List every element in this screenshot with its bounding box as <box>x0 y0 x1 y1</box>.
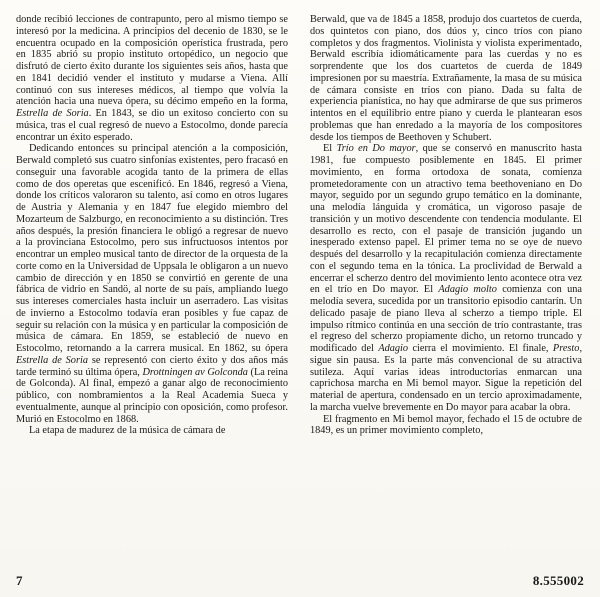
right-column <box>310 14 582 559</box>
paragraph: Berwald, que va de 1845 a 1858, produjo dos cuartetos de cuerda, dos quintetos con piano, dos dúos y, cinco tríos con piano completos y dos fragmentos. Violinista y violista experimentado, Berwald escribía idiomáticamente para las cuerdas y no es sorprendente que los dos cuartetos de cuerda de 1849 impresionen por su maestría. Extrañamente, la masa de su música de cámara consiste en tríos con piano. Dada su falta de experiencia pianística, no hay que admirarse de que sus primeros intentos en el equilibrio entre piano y cuerda le plantearan esos problemas que han enredado a la mayoría de los compositores desde los tiempos de Beethoven y Schubert. <box>310 14 582 143</box>
page-number: 7 <box>16 573 23 588</box>
page-footer <box>16 573 584 589</box>
catalog-number: 8.555002 <box>532 573 584 588</box>
page-columns <box>16 14 584 559</box>
left-column <box>16 14 288 559</box>
paragraph: Dedicando entonces su principal atención a la composición, Berwald completó sus cuatro sinfonías existentes, pero fracasó en conseguir una favorable acogida tanto de la primera de ellas como de dos operetas que escenificó. En 1846, regresó a Viena, donde los críticos valoraron su talento, así como en otros lugares de Austria y Alemania y en 1847 fue elegido miembro del Mozarteum de Salzburgo, en reconocimiento a su distinción. Tres años después, la presión financiera le obligó a regresar de nuevo a la provinciana Estocolmo, pero sus infructuosos intentos por encontrar un empleo musical tanto de director de la orquesta de la corte como en la Universidad de Uppsala le obligaron a un nuevo cambio de dirección y en 1850 se convirtió en gerente de una fábrica de vidrio en Sandö, al norte de su país, ampliando luego sus intereses comerciales hasta incluir un aserradero. Las visitas de invierno a Estocolmo todavía eran posibles y fue capaz de seguir su relación con la música y en particular la composición de música de cámara. En 1859, se estableció de nuevo en Estocolmo, retornando a la carrera musical. En 1862, su ópera Estrella de Soria se representó con cierto éxito y dos años más tarde terminó su última ópera, Drottningen av Golconda (La reina de Golconda). Al final, empezó a ganar algo de reconocimiento público, con nombramientos a la Real Academia Sueca y eventualmente, aunque al principio con oposición, como profesor. Murió en Estocolmo en 1868. <box>16 143 289 425</box>
paragraph: El Trío en Do mayor, que se conservó en manuscrito hasta 1981, fue compuesto posiblemente en 1845. El primer movimiento, en forma ortodoxa de sonata, comienza prometedoramente con un atractivo tema beethoveniano en Do mayor, seguido por un segundo grupo temático en la dominante, una melodía lánguida y cromática, un vigoroso pasaje de transición y un motivo descendente con tendencia modulante. El desarrollo es recto, con el pasaje de transición jugando un inesperado extenso papel. El primer tema no se oye de nuevo después del desarrollo y la recapitulación comienza directamente con el segundo tema en la tónica. La proclividad de Berwald a encerrar el scherzo dentro del movimiento lento acontece otra vez en el trío en Do mayor. El Adagio molto comienza con una melodía severa, sucedida por un transitorio episodio cantarín. Un delicado pasaje de piano lleva al scherzo a tiempo triple. El impulso rítmico continúa en una sección de trío contrastante, tras el regreso del scherzo propiamente dicho, un retorno truncado y modificado del Adagio cierra el movimiento. El finale, Presto, sigue sin pausa. Es la parte más convencional de su atractiva sutileza. Aquí varias ideas introductorias enmarcan una caprichosa marcha en Mi bemol mayor. Sigue la repetición del material de apertura, condensado en un tercio aproximadamente, la marcha vuelve brevemente en Do mayor para acabar la obra. <box>310 143 583 413</box>
paragraph: El fragmento en Mi bemol mayor, fechado el 15 de octubre de 1849, es un primer movimiento completo, <box>310 413 582 437</box>
paragraph: La etapa de madurez de la música de cámara de <box>29 425 226 437</box>
paragraph: donde recibió lecciones de contrapunto, pero al mismo tiempo se interesó por la medicina. A principios del decenio de 1830, se le encuentra ocupado en la composición operística frustrada, pero en 1835 abrió su propio instituto ortopédico, un negocio que disfrutó de cierto éxito durante los siguientes seis años, hasta que en 1841 decidió vender el instituto y mudarse a Viena. Allí continuó con sus intereses médicos, al tiempo que volvía la atención hacia una nueva ópera, su décimo empeño en la forma, Estrella de Soria. En 1843, se dio un exitoso concierto con su música, tras el cual regresó de nuevo a Estocolmo, donde parecía encontrar un éxito esperado. <box>16 14 288 143</box>
